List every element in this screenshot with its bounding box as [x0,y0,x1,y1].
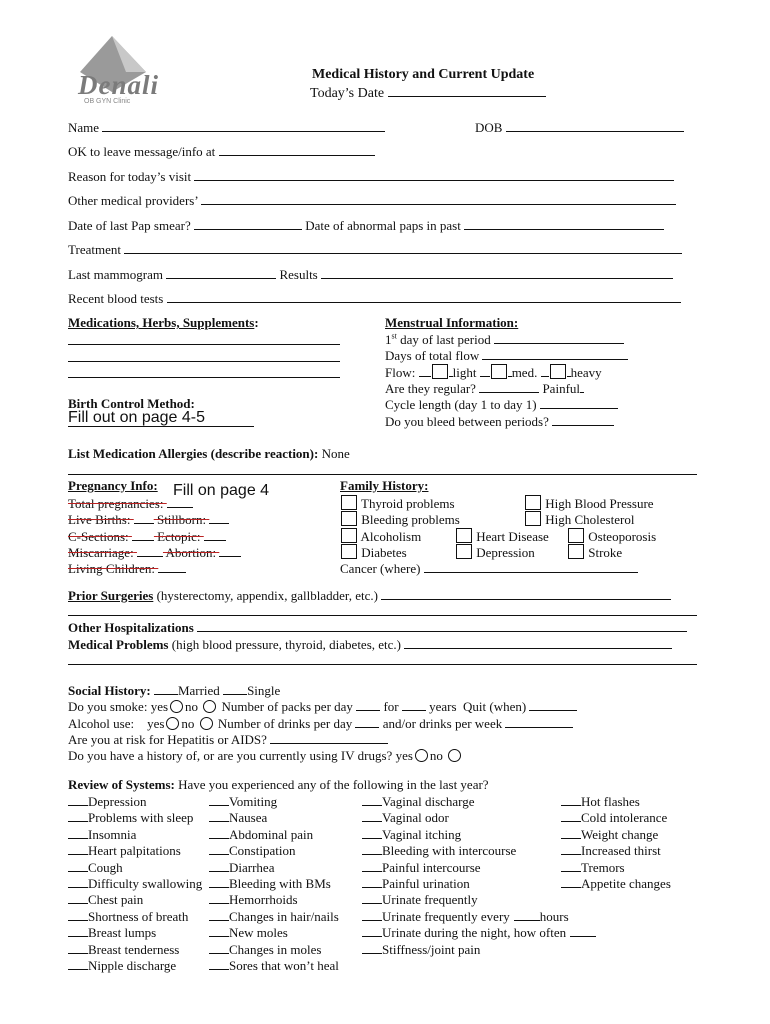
ros-checkline[interactable] [68,891,88,904]
clinic-logo [70,32,160,110]
ros-checkline[interactable] [209,941,229,954]
other-providers-input[interactable] [201,192,676,205]
ros-item-label: Changes in hair/nails [229,908,339,924]
ros-checkline[interactable] [362,924,382,937]
bleed-between-field[interactable]: Do you bleed between periods? [385,413,614,430]
ros-checkline[interactable] [362,826,382,839]
ros-item-label: Urinate during the night, how often [382,925,567,941]
ros-checkline[interactable] [362,891,382,904]
ros-checkline[interactable] [561,842,581,855]
ok-message-label: OK to leave message/info at [68,144,216,159]
fh-thyroid[interactable]: Thyroid problems [340,495,455,512]
name-input[interactable] [102,119,385,132]
ros-checkline[interactable] [561,826,581,839]
fh-osteo[interactable]: Osteoporosis [567,528,656,545]
family-history-heading: Family History: [340,478,429,493]
ros-item-label: Abdominal pain [229,826,314,842]
smoke-yes-radio[interactable] [170,700,183,713]
allergies-line[interactable] [68,474,697,475]
ros-item-label: Breast tenderness [88,941,180,957]
birth-control-heading: Birth Control Method: [68,396,195,411]
ros-item-label: Hot flashes [581,794,640,809]
fh-alcoholism-checkbox[interactable] [341,528,357,543]
smoke-no-radio[interactable] [203,700,216,713]
c-sections: C-Sections: Ectopic: [68,528,226,545]
iv-no-radio[interactable] [448,749,461,762]
ros-checkline[interactable] [209,842,229,855]
ros-item[interactable] [68,826,136,843]
flow-days-field[interactable]: Days of total flow [385,347,628,364]
ros-checkline[interactable] [362,941,382,954]
fh-hbp-checkbox[interactable] [525,495,541,510]
ros-checkline[interactable] [209,809,229,822]
ros-item-label: Sores that won’t heal [229,958,339,973]
ros-item-label: Heart palpitations [88,843,181,859]
fh-diabetes-checkbox[interactable] [341,544,357,559]
ros-item[interactable] [68,793,147,810]
ros-item[interactable] [362,859,481,876]
smoke-field: Do you smoke: yes no Number of packs per day for years Quit (when) [68,698,577,715]
cycle-length-field[interactable]: Cycle length (day 1 to day 1) [385,396,618,413]
ros-checkline[interactable] [68,842,88,855]
alcohol-no-radio[interactable] [200,717,213,730]
ros-item[interactable] [68,908,188,925]
ros-item[interactable] [68,891,143,908]
ros-checkline[interactable] [68,941,88,954]
ros-item-label: Urinate frequently every [382,908,510,924]
dob-input[interactable] [506,119,684,132]
total-pregnancies: Total pregnancies: [68,495,193,512]
todays-date-field[interactable] [310,84,546,102]
abnormal-paps-label: Date of abnormal paps in past [305,218,461,233]
ros-checkline[interactable] [209,924,229,937]
ros-item[interactable] [209,891,298,908]
ros-item-label: Problems with sleep [88,810,194,826]
fh-cholesterol-checkbox[interactable] [525,511,541,526]
logo-subtitle: OB GYN Clinic [84,98,131,105]
ros-item[interactable] [68,809,193,826]
fh-alcoholism[interactable]: Alcoholism [340,528,421,545]
ros-checkline[interactable] [561,859,581,872]
reason-input[interactable] [194,168,674,181]
ros-checkline[interactable] [68,875,88,888]
fh-heart-checkbox[interactable] [456,528,472,543]
ok-message-input[interactable] [219,143,375,156]
ros-item[interactable] [561,842,661,859]
pap-label: Date of last Pap smear? [68,218,191,233]
ros-item-label: Painful urination [382,876,470,891]
ros-checkline[interactable] [561,809,581,822]
ros-item-label: Painful intercourse [382,859,481,875]
ros-item-label: Nausea [229,810,268,826]
ros-item[interactable] [362,941,480,958]
ros-item[interactable] [209,957,339,974]
ros-item[interactable] [68,875,202,892]
ros-item-label: Cough [88,859,123,875]
ros-item[interactable] [561,793,640,810]
alcohol-yes-radio[interactable] [166,717,179,730]
ros-checkline[interactable] [68,924,88,937]
fh-diabetes[interactable]: Diabetes [340,544,407,561]
ros-item[interactable] [68,957,176,974]
social-history-heading: Social History: Married Single [68,683,281,698]
ros-item[interactable] [362,826,461,843]
ros-item-label: Bleeding with intercourse [382,843,517,859]
medications-heading: Medications, Herbs, Supplements: [68,315,259,330]
ros-checkline[interactable] [209,793,229,806]
live-births: Live Births: Stillborn: [68,511,229,528]
ros-item-label: Vaginal odor [382,810,449,826]
ros-item-label: Bleeding with BMs [229,876,331,891]
ros-item[interactable] [68,859,123,876]
pregnancy-overlay-note: Fill on page 4 [173,482,270,499]
allergies-field: List Medication Allergies (describe reaction): None [68,446,350,461]
ros-item[interactable] [68,941,179,958]
ros-item-label: Weight change [581,826,659,842]
ros-checkline[interactable] [362,793,382,806]
single-line[interactable] [223,682,247,695]
ros-item[interactable] [362,809,449,826]
results-label: Results [279,267,318,282]
ros-item[interactable] [209,826,313,843]
hepatitis-field[interactable]: Are you at risk for Hepatitis or AIDS? [68,731,388,748]
ros-checkline[interactable] [68,957,88,970]
ros-item[interactable] [362,842,516,859]
ros-item-label: Appetite changes [581,876,671,891]
alcohol-field: Alcohol use: yes no Number of drinks per day and/or drinks per week [68,715,573,732]
ros-item[interactable] [68,924,156,941]
reason-label: Reason for today’s visit [68,169,192,184]
ros-checkline[interactable] [561,793,581,806]
logo-name: Denali [78,70,160,100]
ros-item-label: Chest pain [88,892,144,908]
ros-checkline[interactable] [209,891,229,904]
ros-item[interactable] [362,891,478,908]
medications-line-3[interactable] [68,377,340,378]
birth-control-answer[interactable]: Fill out on page 4-5 [68,410,254,427]
fh-stroke[interactable]: Stroke [567,544,622,561]
ros-item-label: Tremors [581,859,625,875]
ros-item-label: Vaginal itching [382,826,462,842]
name-label: Name [68,120,100,135]
ros-item-label: New moles [229,925,288,941]
ros-checkline[interactable] [209,859,229,872]
surgeries-line-2[interactable] [68,615,697,616]
ros-item[interactable] [209,941,321,958]
ros-item[interactable] [209,859,274,876]
fh-cancer[interactable]: Cancer (where) [340,560,638,577]
fh-depression-checkbox[interactable] [456,544,472,559]
last-period-field[interactable]: 1st day of last period [385,331,624,348]
ros-item[interactable] [209,842,295,859]
miscarriages: Miscarriage: Abortion: [68,544,241,561]
blood-tests-input[interactable] [167,290,681,303]
medical-problems-field: Medical Problems (high blood pressure, thyroid, diabetes, etc.) [68,636,672,653]
ros-item-label: Vaginal discharge [382,794,475,809]
pregnancy-heading: Pregnancy Info: [68,478,158,493]
iv-drugs-field: Do you have a history of, or are you currently using IV drugs? yes no [68,748,463,764]
fh-bleeding-checkbox[interactable] [341,511,357,526]
mammogram-label: Last mammogram [68,267,163,282]
treatment-label: Treatment [68,242,121,257]
ros-item-label: Stiffness/joint pain [382,941,481,957]
ros-item-label: Urinate frequently [382,892,478,908]
living-children: Living Children: [68,560,186,577]
ros-item[interactable]: Urinate frequently every hours [362,908,569,925]
ros-item[interactable] [561,809,667,826]
ros-checkline[interactable] [362,908,382,921]
ros-item-label: Vomiting [229,794,278,809]
fh-heart[interactable]: Heart Disease [455,528,549,545]
allergies-answer[interactable]: None [321,446,350,461]
flow-med-checkbox[interactable] [491,364,507,379]
hospitalizations-field: Other Hospitalizations [68,619,687,636]
ros-item[interactable] [209,924,288,941]
results-input[interactable] [321,266,673,279]
ros-item[interactable] [561,859,625,876]
fh-stroke-checkbox[interactable] [568,544,584,559]
iv-yes-radio[interactable] [415,749,428,762]
ros-item-label: Cold intolerance [581,810,668,826]
ros-checkline[interactable] [209,826,229,839]
blood-tests-label: Recent blood tests [68,291,164,306]
ros-item[interactable] [362,924,596,941]
medications-line-2[interactable] [68,361,340,362]
fh-cholesterol[interactable]: High Cholesterol [524,511,634,528]
ros-item-label: Shortness of breath [88,908,189,924]
ros-item[interactable] [68,842,181,859]
ros-item[interactable] [209,809,267,826]
ros-checkline[interactable] [68,859,88,872]
fh-thyroid-checkbox[interactable] [341,495,357,510]
medications-line-1[interactable] [68,344,340,345]
ros-item-label: Increased thirst [581,843,661,859]
ros-item-label: Insomnia [88,826,137,842]
ros-item-label: Hemorrhoids [229,892,298,908]
form-title: Medical History and Current Update [312,67,535,82]
ros-checkline[interactable] [209,908,229,921]
other-providers-label: Other medical providers’ [68,193,198,208]
todays-date-label: Today’s Date [310,86,385,101]
medical-problems-line-2[interactable] [68,664,697,665]
ros-item[interactable] [561,875,671,892]
flow-light-checkbox[interactable] [432,364,448,379]
ros-item[interactable] [209,875,331,892]
ros-checkline[interactable] [68,809,88,822]
ros-checkline[interactable] [362,842,382,855]
ros-item-label: Nipple discharge [88,958,177,973]
flow-field: Flow: light med. heavy [385,365,602,380]
dob-label: DOB [475,120,503,135]
ros-checkline[interactable] [209,875,229,888]
treatment-input[interactable] [124,241,682,254]
ros-item-label: Constipation [229,843,296,859]
menstrual-heading: Menstrual Information: [385,315,519,330]
flow-heavy-checkbox[interactable] [550,364,566,379]
ros-item[interactable] [209,908,339,925]
ros-item-label: Breast lumps [88,925,157,941]
ros-item[interactable] [362,793,475,810]
ros-item-label: Difficulty swallowing [88,876,203,891]
ros-checkline[interactable] [362,875,382,888]
prior-surgeries-field: Prior Surgeries (hysterectomy, appendix, gallbladder, etc.) [68,587,671,604]
fh-bleeding[interactable]: Bleeding problems [340,511,460,528]
fh-hbp[interactable]: High Blood Pressure [524,495,654,512]
mammogram-input[interactable] [166,266,276,279]
todays-date-line[interactable] [388,84,546,97]
ros-item-label: Changes in moles [229,941,322,957]
ros-checkline[interactable] [561,875,581,888]
regular-field[interactable]: Are they regular? Painful [385,380,584,397]
ros-checkline[interactable] [362,809,382,822]
ros-checkline[interactable] [362,859,382,872]
ros-checkline[interactable] [68,793,88,806]
ros-item-label: Depression [88,794,147,809]
pap-input[interactable] [194,217,302,230]
review-of-systems-heading: Review of Systems: Have you experienced any of the following in the last year? [68,777,489,792]
abnormal-paps-input[interactable] [464,217,664,230]
ros-checkline[interactable] [209,957,229,970]
married-line[interactable] [154,682,178,695]
ros-item[interactable] [209,793,277,810]
fh-osteo-checkbox[interactable] [568,528,584,543]
ros-item[interactable] [561,826,658,843]
ros-checkline[interactable] [68,826,88,839]
ros-item-label: Diarrhea [229,859,275,875]
fh-depression[interactable]: Depression [455,544,535,561]
ros-item[interactable] [362,875,470,892]
ros-checkline[interactable] [68,908,88,921]
